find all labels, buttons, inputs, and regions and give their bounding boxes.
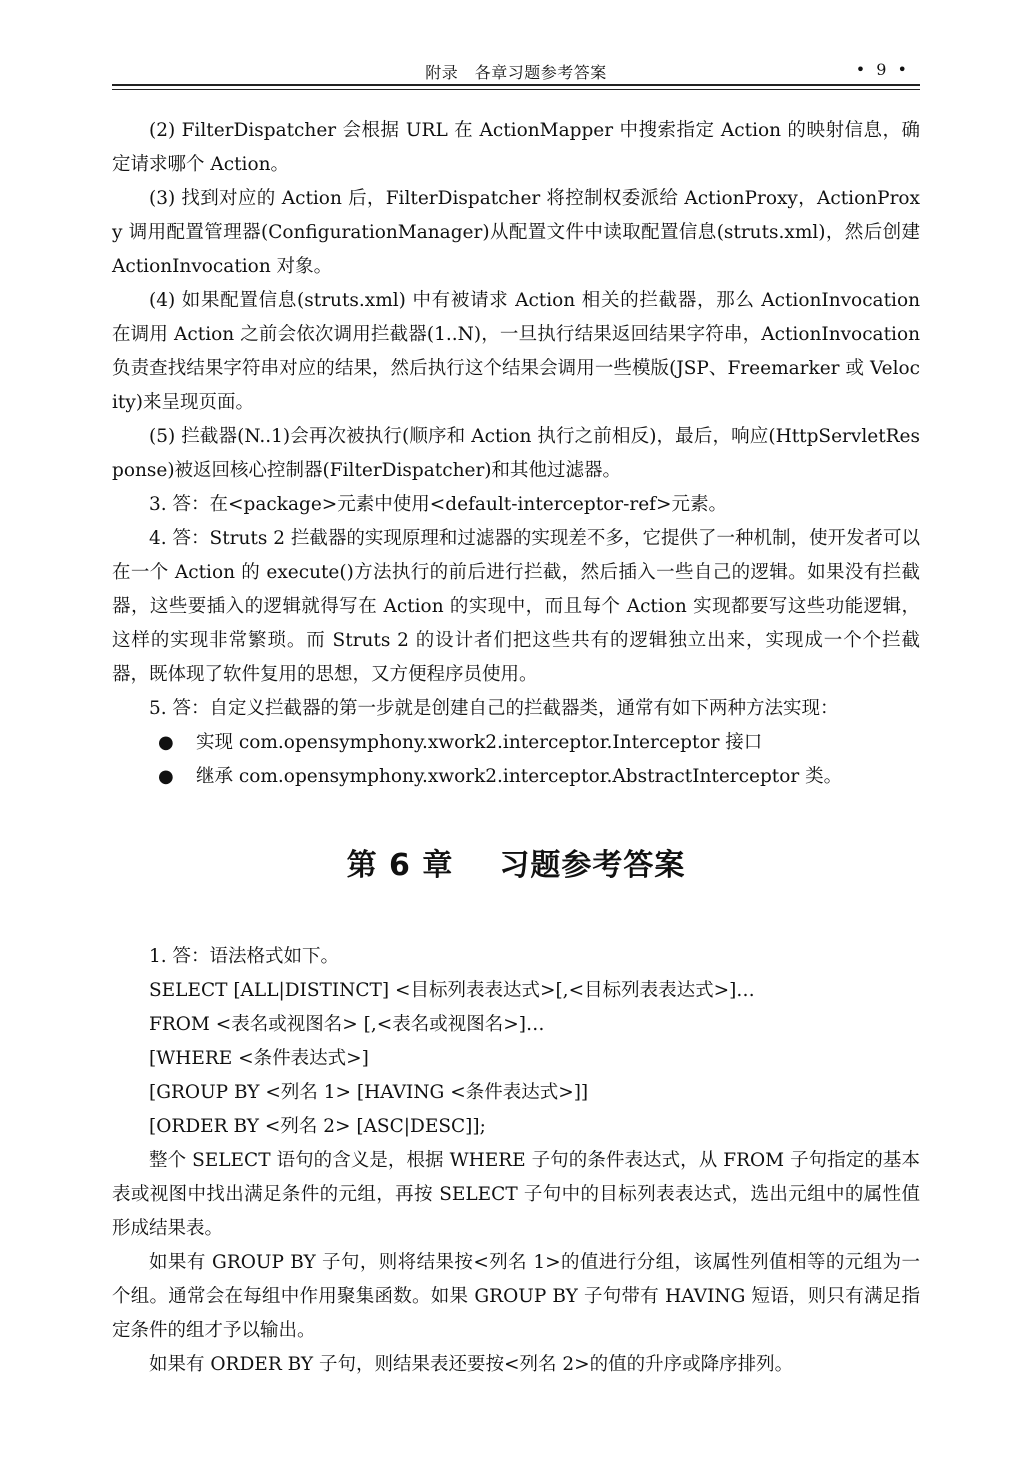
paragraph-step-2: (2) FilterDispatcher 会根据 URL 在 ActionMapper 中搜索指定 Action 的映射信息，确定请求哪个 Action。: [112, 120, 920, 175]
paragraph-answer-1: 1. 答：语法格式如下。: [149, 946, 340, 967]
paragraph-answer-4: 4. 答：Struts 2 拦截器的实现原理和过滤器的实现差不多，它提供了一种机制，使开发者可以在一个 Action 的 execute()方法执行的前后进行拦截，然后插入一些自己的逻辑。如果没有拦截器，这些要插入的逻辑就得写在 Action 的实现中，而且每个 Action 实现都要写这些功能逻辑，这样的实现非常繁琐。而 Struts 2 的设计者们把这些共有的逻辑独立出来，实现成一个个拦截器，既体现了软件复用的思想，又方便程序员使用。: [112, 528, 920, 685]
syntax-line: [GROUP BY <列名 1> [HAVING <条件表达式>]]: [149, 1082, 589, 1103]
syntax-line: [ORDER BY <列名 2> [ASC|DESC]];: [149, 1116, 486, 1137]
body-text: [112, 114, 920, 1382]
header-rule-thick: [112, 84, 920, 86]
paragraph-answer-5: 5. 答：自定义拦截器的第一步就是创建自己的拦截器类，通常有如下两种方法实现：: [149, 698, 839, 719]
paragraph-step-5: (5) 拦截器(N..1)会再次被执行(顺序和 Action 执行之前相反)，最后，响应(HttpServletResponse)被返回核心控制器(FilterDispatcher)和其他过滤器。: [112, 426, 920, 481]
chapter-title: 习题参考答案: [499, 848, 686, 883]
paragraph-order-by: 如果有 ORDER BY 子句，则结果表还要按<列名 2>的值的升序或降序排列。: [149, 1354, 794, 1375]
paragraph-group-by: 如果有 GROUP BY 子句，则将结果按<列名 1>的值进行分组，该属性列值相等的元组为一个组。通常会在每组中作用聚集函数。如果 GROUP BY 子句带有 HAVING 短语，则只有满足指定条件的组才予以输出。: [112, 1252, 920, 1341]
bullet-icon: ●: [158, 732, 174, 753]
chapter-number: 第 6 章: [346, 848, 454, 883]
bullet-text: 实现 com.opensymphony.xwork2.interceptor.Interceptor 接口: [196, 732, 763, 753]
page-number: • 9 •: [855, 60, 910, 79]
bullet-item: [112, 760, 920, 794]
syntax-line: FROM <表名或视图名> [,<表名或视图名>]…: [149, 1014, 545, 1035]
bullet-text: 继承 com.opensymphony.xwork2.interceptor.AbstractInterceptor 类。: [196, 766, 843, 787]
syntax-line: SELECT [ALL|DISTINCT] <目标列表表达式>[,<目标列表表达式>]…: [149, 980, 755, 1001]
paragraph-select-meaning: 整个 SELECT 语句的含义是，根据 WHERE 子句的条件表达式，从 FROM 子句指定的基本表或视图中找出满足条件的元组，再按 SELECT 子句中的目标列表表达式，选出元组中的属性值形成结果表。: [112, 1150, 920, 1239]
running-header: [112, 58, 920, 84]
paragraph-step-4: (4) 如果配置信息(struts.xml) 中有被请求 Action 相关的拦截器，那么 ActionInvocation 在调用 Action 之前会依次调用拦截器(1..N)，一旦执行结果返回结果字符串，ActionInvocation 负责查找结果字符串对应的结果，然后执行这个结果会调用一些模版(JSP、Freemarker 或 Velocity)来呈现页面。: [112, 290, 920, 413]
paragraph-answer-3: 3. 答：在<package>元素中使用<default-interceptor-ref>元素。: [149, 494, 727, 515]
paragraph-step-3: (3) 找到对应的 Action 后，FilterDispatcher 将控制权委派给 ActionProxy，ActionProxy 调用配置管理器(ConfigurationManager)从配置文件中读取配置信息(struts.xml)，然后创建 ActionInvocation 对象。: [112, 188, 920, 277]
syntax-line: [WHERE <条件表达式>]: [149, 1048, 369, 1069]
header-title: 附录 各章习题参考答案: [425, 63, 607, 82]
bullet-icon: ●: [158, 766, 174, 787]
header-rule-thin: [112, 89, 920, 90]
bullet-item: [112, 726, 920, 760]
chapter-heading: [112, 846, 920, 886]
